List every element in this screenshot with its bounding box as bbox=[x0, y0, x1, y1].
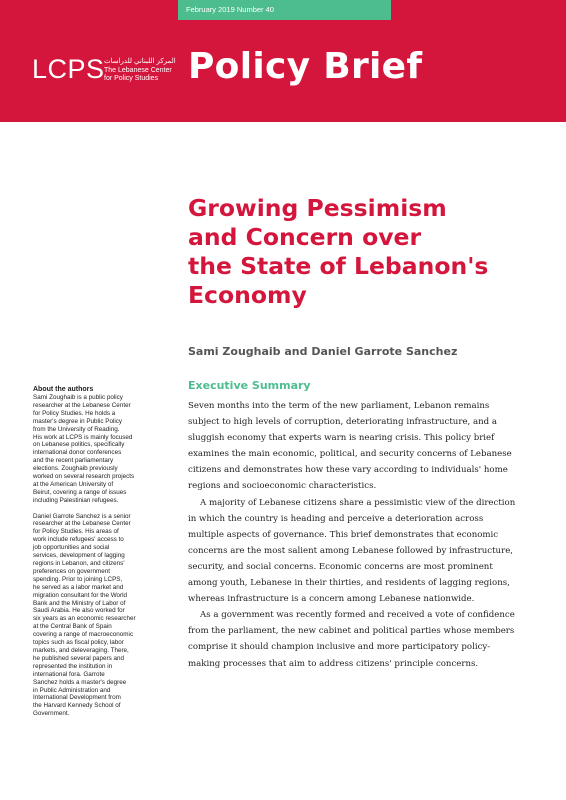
body-line: among youth, Lebanese in their thirties, and residents of lagging regions, bbox=[188, 578, 510, 589]
bio-line: at the American University of bbox=[33, 480, 114, 488]
bio-line: international donor conferences bbox=[33, 449, 122, 457]
body-line: regions and socioeconomic characteristics. bbox=[188, 481, 377, 492]
bio-line: at the Central Bank of Spain bbox=[33, 623, 112, 631]
org-name bbox=[104, 58, 176, 84]
bio-line: migration consultant for the World bbox=[33, 591, 128, 599]
bio-line: International Development from bbox=[33, 694, 121, 702]
paragraph-gap bbox=[33, 505, 151, 513]
bio-line: regions in Lebanon, and citizens' bbox=[33, 560, 125, 568]
body-line: citizens and demonstrates how these vary according to individuals' home bbox=[188, 465, 508, 476]
bio-line: for Policy Studies. He holds a bbox=[33, 409, 116, 417]
bio-line: His work at LCPS is mainly focused bbox=[33, 433, 133, 441]
bio-line: in Public Administration and bbox=[33, 686, 111, 694]
body-line: Seven months into the term of the new parliament, Lebanon remains bbox=[188, 401, 490, 411]
title-line: the State of Lebanon's bbox=[188, 252, 489, 280]
body-line: whereas infrastructure is a concern among Lebanese nationwide. bbox=[188, 594, 475, 605]
bio-line: researcher at the Lebanese Center bbox=[33, 520, 131, 528]
bio-line: spending. Prior to joining LCPS, bbox=[33, 575, 123, 583]
bio-line: international fora. Garrote bbox=[33, 670, 105, 678]
body-line: examines the main economic, political, and security concerns of Lebanese bbox=[188, 449, 512, 460]
bio-line: Bank and the Ministry of Labor of bbox=[33, 599, 126, 607]
bio-line: he published several papers and bbox=[33, 654, 125, 662]
body-line: A majority of Lebanese citizens share a pessimistic view of the direction bbox=[200, 497, 516, 508]
bio-line: Sanchez holds a master's degree bbox=[33, 678, 127, 686]
bio-line: topics such as fiscal policy, labor bbox=[33, 639, 124, 647]
about-authors-heading: About the authors bbox=[33, 386, 94, 393]
bio-line: elections. Zoughaib previously bbox=[33, 465, 118, 473]
bio-line: markets, and deleveraging. There, bbox=[33, 646, 129, 654]
bio-line: work include refugees' access to bbox=[33, 536, 124, 544]
bio-line: he served as a labor market and bbox=[33, 583, 124, 591]
bio-line: six years as an economic researcher bbox=[33, 615, 136, 623]
bio-line: Sami Zoughaib is a public policy bbox=[33, 394, 123, 401]
body-line: security, and social concerns. Economic concerns are most prominent bbox=[188, 561, 493, 572]
bio-line: researcher at the Lebanese Center bbox=[33, 401, 131, 409]
bio-line: and the recent parliamentary bbox=[33, 457, 114, 465]
org-name-line-2: for Policy Studies bbox=[104, 75, 159, 82]
bio-line: the Harvard Kennedy School of bbox=[33, 702, 121, 710]
bio-line: Government. bbox=[33, 710, 70, 718]
body-line: comprise it should champion inclusive and more participatory policy- bbox=[188, 642, 491, 653]
title-line: and Concern over bbox=[188, 223, 422, 251]
issue-info-tab: February 2019 Number 40 bbox=[178, 0, 391, 20]
bio-line: preferences on government bbox=[33, 567, 111, 575]
body-line: multiple aspects of governance. This brief demonstrates that economic bbox=[188, 529, 499, 540]
executive-summary-heading: Executive Summary bbox=[188, 379, 311, 392]
body-line: in which the country is heading and perceive a deterioration across bbox=[188, 513, 484, 524]
body-line: subject to high levels of corruption, deteriorating infrastructure, and a bbox=[188, 417, 498, 428]
executive-summary-body bbox=[188, 398, 543, 672]
bio-line: Daniel Garrote Sanchez is a senior bbox=[33, 512, 131, 520]
bio-line: services, development of lagging bbox=[33, 552, 125, 560]
authors-byline: Sami Zoughaib and Daniel Garrote Sanchez bbox=[188, 345, 458, 358]
org-name-line-1: The Lebanese Center bbox=[104, 66, 172, 74]
page-title bbox=[188, 194, 548, 310]
bio-line: worked on several research projects bbox=[33, 473, 135, 481]
doc-type-title: Policy Brief bbox=[188, 46, 423, 87]
body-line: from the parliament, the new cabinet and political parties whose members bbox=[188, 626, 515, 637]
title-line: Economy bbox=[188, 281, 307, 309]
about-authors-sidebar bbox=[33, 385, 151, 718]
bio-line: covering a range of macroeconomic bbox=[33, 631, 134, 639]
body-line: concerns are the most salient among Lebanese followed by infrastructure, bbox=[188, 545, 514, 556]
body-line: As a government was recently formed and received a vote of confidence bbox=[200, 610, 515, 621]
bio-line: for Policy Studies. His areas of bbox=[33, 528, 119, 536]
body-line: making processes that aim to address citizens' principle concerns. bbox=[188, 658, 479, 669]
title-line: Growing Pessimism bbox=[188, 194, 447, 222]
bio-line: master's degree in Public Policy bbox=[33, 417, 123, 425]
bio-line: job opportunities and social bbox=[33, 544, 110, 552]
header-band bbox=[0, 0, 566, 122]
bio-line: from the University of Reading. bbox=[33, 425, 120, 433]
bio-line: Beirut, covering a range of issues bbox=[33, 488, 127, 496]
bio-line: represented the institution in bbox=[33, 662, 113, 670]
bio-line: including Palestinian refugees. bbox=[33, 496, 119, 504]
org-name-arabic: المركز اللبناني للدراسات bbox=[104, 58, 176, 65]
bio-line: on Lebanese politics, specifically bbox=[33, 441, 125, 449]
bio-line: Saudi Arabia. He also worked for bbox=[33, 607, 125, 615]
lcps-logo: LCPS bbox=[32, 54, 105, 84]
body-line: sluggish economy that experts warn is nearing crisis. This policy brief bbox=[188, 433, 495, 444]
